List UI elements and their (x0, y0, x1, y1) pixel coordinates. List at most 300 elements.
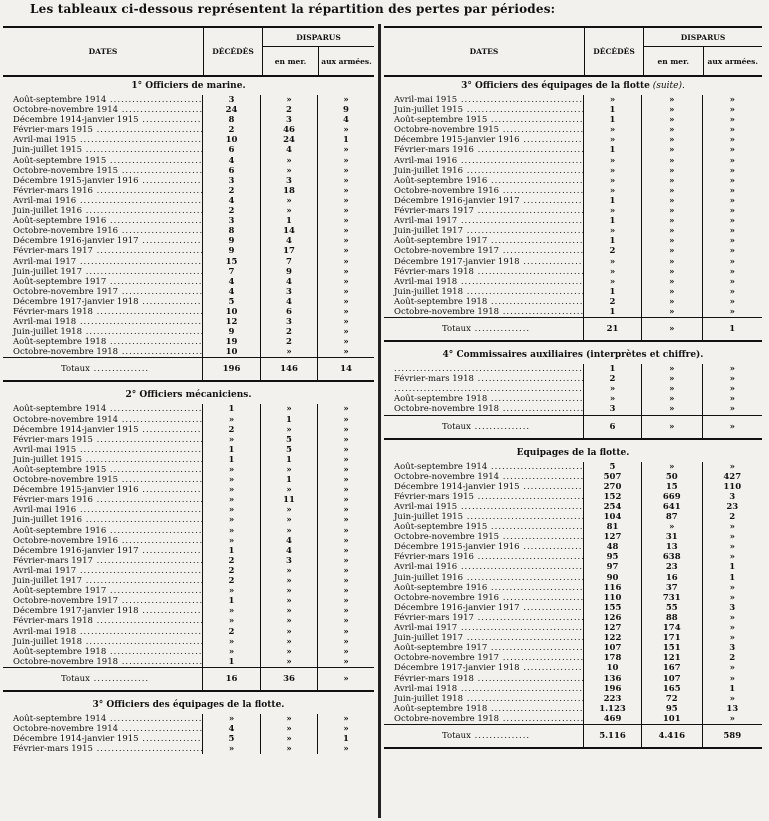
row-decedes: » (203, 505, 261, 515)
row-date: Février-mars 1916 ..... (384, 145, 584, 155)
row-aux-armees: » (343, 545, 349, 556)
row-en-mer: » (642, 166, 703, 176)
row-en-mer: 5 (261, 445, 318, 455)
header-disparus-group (644, 28, 762, 75)
row-en-mer: 4 (261, 536, 318, 546)
table-row (3, 505, 374, 515)
row-decedes: » (203, 637, 261, 647)
row-aux-armees: » (343, 286, 349, 297)
table-row (3, 226, 374, 236)
row-en-mer: » (261, 744, 318, 754)
row-decedes: 9 (203, 327, 261, 337)
table-row (384, 166, 762, 176)
table-row (3, 257, 374, 267)
row-aux-armees: » (343, 576, 349, 587)
row-aux-armees: » (343, 337, 349, 348)
row-aux-armees: » (343, 485, 349, 496)
row-en-mer: 5 (261, 435, 318, 445)
header-aux-armees: aux armées. (321, 56, 372, 66)
table-row (384, 186, 762, 196)
row-en-mer: » (261, 166, 318, 176)
table-row (3, 404, 374, 414)
row-en-mer: » (642, 145, 703, 155)
section-title (384, 444, 762, 462)
row-date: Décembre 1914-janvier 1915 ..... (3, 115, 203, 125)
row-date: Août-septembre 1917 ..... (3, 277, 203, 287)
row-en-mer: » (261, 485, 318, 495)
row-aux-armees: » (729, 216, 735, 227)
row-en-mer: » (261, 576, 318, 586)
row-en-mer: » (261, 425, 318, 435)
row-decedes: » (203, 465, 261, 475)
table-row (384, 603, 762, 613)
row-decedes: 127 (584, 623, 642, 633)
row-date: Décembre 1917-janvier 1918 ..... (3, 606, 203, 616)
row-date: Octobre-novembre 1917 ..... (384, 653, 584, 663)
row-en-mer: 731 (642, 593, 703, 603)
header-dates: DATES (3, 28, 204, 75)
row-en-mer: 72 (642, 694, 703, 704)
row-en-mer: » (642, 297, 703, 307)
row-decedes: 1 (203, 657, 261, 667)
section-table (3, 95, 374, 382)
table-row (384, 267, 762, 277)
table-row (384, 236, 762, 246)
table-header (3, 26, 374, 77)
row-date: Octobre-novembre 1915 ..... (384, 125, 584, 135)
row-date: Juin-juillet 1917 ..... (384, 633, 584, 643)
row-decedes: 8 (203, 226, 261, 236)
row-date: Avril-mai 1917 ..... (3, 566, 203, 576)
row-aux-armees: » (343, 404, 349, 415)
table-row (384, 226, 762, 236)
table-row (3, 556, 374, 566)
row-decedes: 8 (203, 115, 261, 125)
row-date: Février-mars 1915 ..... (3, 744, 203, 754)
table-row (384, 552, 762, 562)
row-aux-armees: 4 (343, 115, 349, 126)
row-decedes: 2 (203, 576, 261, 586)
row-decedes: » (584, 226, 642, 236)
table-row (3, 546, 374, 556)
row-date: Juin-juillet 1918 ..... (384, 287, 584, 297)
row-date: Août-septembre 1918 ..... (384, 394, 584, 404)
row-decedes: 4 (203, 277, 261, 287)
row-date: Avril-mai 1915 ..... (384, 502, 584, 512)
column-divider (378, 24, 381, 818)
row-aux-armees: » (343, 256, 349, 267)
row-en-mer: 165 (642, 684, 703, 694)
totals-row (384, 724, 762, 749)
row-date: Décembre 1916-janvier 1917 ..... (3, 236, 203, 246)
table-row (384, 384, 762, 394)
row-aux-armees: » (343, 723, 349, 734)
row-aux-armees: » (729, 226, 735, 237)
row-en-mer: » (261, 465, 318, 475)
row-decedes: 12 (203, 317, 261, 327)
table-row (3, 445, 374, 455)
row-date: Avril-mai 1916 ..... (3, 196, 203, 206)
row-aux-armees: » (729, 532, 735, 543)
row-en-mer: » (261, 734, 318, 744)
totals-decedes: 21 (584, 318, 642, 340)
section-title (384, 77, 762, 95)
row-en-mer: 4 (261, 546, 318, 556)
row-decedes: 97 (584, 562, 642, 572)
row-aux-armees: » (343, 266, 349, 277)
row-decedes: 81 (584, 522, 642, 532)
row-decedes: 2 (203, 186, 261, 196)
table-row (3, 455, 374, 465)
row-date: Août-septembre 1918 ..... (3, 647, 203, 657)
row-decedes: » (584, 176, 642, 186)
table-row (384, 135, 762, 145)
row-aux-armees: » (343, 606, 349, 617)
table-row (3, 135, 374, 145)
row-en-mer: 171 (642, 633, 703, 643)
row-decedes: 10 (203, 135, 261, 145)
row-decedes: 90 (584, 573, 642, 583)
row-decedes: » (203, 485, 261, 495)
section-title-suffix: (suite). (649, 81, 685, 91)
row-aux-armees: 9 (343, 105, 349, 116)
table-row (384, 297, 762, 307)
row-en-mer: » (642, 364, 703, 374)
table-row (384, 633, 762, 643)
row-en-mer: 4 (261, 297, 318, 307)
table-row (384, 583, 762, 593)
row-decedes: » (584, 156, 642, 166)
row-decedes: 15 (203, 257, 261, 267)
table-row (384, 522, 762, 532)
row-en-mer: » (261, 526, 318, 536)
row-en-mer: » (261, 714, 318, 724)
row-date: Octobre-novembre 1918 ..... (384, 307, 584, 317)
row-date: Juin-juillet 1916 ..... (384, 573, 584, 583)
section-title-text: 1° Officiers de marine. (131, 81, 246, 91)
row-date: Février-mars 1915 ..... (384, 492, 584, 502)
section-title (3, 77, 374, 95)
row-aux-armees: » (343, 317, 349, 328)
section-table (3, 714, 374, 754)
totals-en-mer: 36 (261, 668, 318, 690)
table-row (384, 613, 762, 623)
row-decedes: 507 (584, 472, 642, 482)
row-en-mer: » (261, 566, 318, 576)
row-aux-armees: » (729, 673, 735, 684)
row-decedes: 1 (584, 236, 642, 246)
row-decedes: 9 (203, 236, 261, 246)
row-date: Février-mars 1918 ..... (384, 267, 584, 277)
row-en-mer: » (261, 206, 318, 216)
table-row (384, 176, 762, 186)
row-date: Décembre 1916-janvier 1917 ..... (3, 546, 203, 556)
header-disparus-group (263, 28, 374, 75)
row-decedes: 1 (203, 455, 261, 465)
row-decedes: 10 (203, 307, 261, 317)
row-aux-armees: » (729, 552, 735, 563)
table-row (3, 586, 374, 596)
totals-label: Totaux ..... (384, 318, 584, 340)
table-row (3, 297, 374, 307)
row-aux-armees: » (343, 465, 349, 475)
row-aux-armees: » (729, 542, 735, 553)
row-date: Février-mars 1918 ..... (384, 674, 584, 684)
table-row (384, 287, 762, 297)
row-decedes: 152 (584, 492, 642, 502)
table-row (3, 327, 374, 337)
table-row (3, 596, 374, 606)
row-date: Décembre 1917-janvier 1918 ..... (3, 297, 203, 307)
row-aux-armees: » (343, 713, 349, 724)
row-date: Août-septembre 1915 ..... (3, 465, 203, 475)
row-en-mer: » (261, 586, 318, 596)
row-en-mer: » (261, 637, 318, 647)
row-date: Avril-mai 1918 ..... (3, 627, 203, 637)
totals-en-mer: 146 (261, 358, 318, 380)
section-title (384, 346, 762, 364)
row-en-mer: » (261, 156, 318, 166)
table-row (384, 562, 762, 572)
row-date: Avril-mai 1918 ..... (384, 684, 584, 694)
row-aux-armees: » (343, 626, 349, 637)
row-date: Juin-juillet 1916 ..... (3, 515, 203, 525)
table-row (384, 125, 762, 135)
row-decedes: » (584, 186, 642, 196)
row-en-mer: 87 (642, 512, 703, 522)
row-decedes: 2 (203, 556, 261, 566)
table-row (3, 145, 374, 155)
row-date: Juin-juillet 1917 ..... (3, 576, 203, 586)
row-aux-armees: » (343, 165, 349, 176)
row-decedes: 95 (584, 552, 642, 562)
row-en-mer: 11 (261, 495, 318, 505)
row-decedes: 9 (203, 246, 261, 256)
row-en-mer: » (261, 647, 318, 657)
row-date: Août-septembre 1918 ..... (3, 337, 203, 347)
row-decedes: 6 (203, 166, 261, 176)
section-title-text: Equipages de la flotte. (516, 447, 630, 458)
row-en-mer: » (642, 394, 703, 404)
row-aux-armees: 2 (729, 653, 736, 664)
row-decedes: 3 (203, 176, 261, 186)
table-row (384, 206, 762, 216)
row-date: Octobre-novembre 1915 ..... (3, 475, 203, 485)
row-decedes: 127 (584, 532, 642, 542)
row-en-mer: » (642, 374, 703, 384)
row-en-mer: 37 (642, 583, 703, 593)
row-decedes: » (584, 384, 642, 394)
row-aux-armees: » (343, 155, 349, 166)
row-decedes: 6 (203, 145, 261, 155)
row-aux-armees: » (729, 374, 735, 385)
section-table (384, 364, 762, 439)
table-row (384, 643, 762, 653)
row-decedes: 7 (203, 267, 261, 277)
row-aux-armees: » (343, 414, 349, 425)
row-en-mer: » (261, 404, 318, 414)
row-date: Août-septembre 1916 ..... (384, 583, 584, 593)
row-aux-armees: 427 (723, 471, 742, 482)
row-en-mer: » (261, 95, 318, 105)
header-en-mer: en mer. (263, 47, 319, 75)
table-row (3, 526, 374, 536)
row-aux-armees: » (729, 185, 735, 196)
row-en-mer: » (261, 196, 318, 206)
row-decedes: 1 (584, 364, 642, 374)
row-decedes: 10 (203, 347, 261, 357)
row-decedes: » (203, 526, 261, 536)
section-table (384, 462, 762, 749)
row-date: Février-mars 1916 ..... (384, 552, 584, 562)
section-table (384, 95, 762, 342)
table-row (3, 307, 374, 317)
row-date: Décembre 1917-janvier 1918 ..... (384, 663, 584, 673)
row-date: Février-mars 1917 ..... (3, 556, 203, 566)
row-date: Juin-juillet 1915 ..... (384, 512, 584, 522)
row-decedes: » (203, 415, 261, 425)
table-section (384, 444, 762, 749)
header-decedes: DÉCÉDÉS (585, 28, 644, 75)
table-row (3, 236, 374, 246)
row-aux-armees: » (343, 636, 349, 647)
row-decedes: 4 (203, 287, 261, 297)
row-decedes: » (203, 515, 261, 525)
row-aux-armees: » (729, 461, 735, 472)
row-decedes: 178 (584, 653, 642, 663)
row-aux-armees: » (343, 327, 349, 338)
row-en-mer: 3 (261, 556, 318, 566)
row-date: Juin-juillet 1916 ..... (384, 166, 584, 176)
row-decedes: » (584, 135, 642, 145)
row-date: Août-septembre 1914 ..... (3, 404, 203, 414)
row-en-mer: 1 (261, 455, 318, 465)
row-aux-armees: » (343, 505, 349, 516)
row-en-mer: » (642, 522, 703, 532)
row-date: Décembre 1916-janvier 1917 ..... (384, 603, 584, 613)
row-date: Juin-juillet 1916 ..... (3, 206, 203, 216)
table-row (3, 347, 374, 357)
row-decedes: » (203, 606, 261, 616)
row-decedes: 1 (584, 216, 642, 226)
row-decedes: 48 (584, 542, 642, 552)
row-en-mer: 641 (642, 502, 703, 512)
row-date: Avril-mai 1915 ..... (384, 95, 584, 105)
row-en-mer: » (261, 657, 318, 667)
row-date: Octobre-novembre 1918 ..... (3, 657, 203, 667)
left-column (3, 26, 374, 758)
row-date: Octobre-novembre 1917 ..... (3, 596, 203, 606)
row-aux-armees: » (729, 115, 735, 126)
row-date: Octobre-novembre 1914 ..... (3, 724, 203, 734)
row-aux-armees: » (343, 434, 349, 445)
table-row (384, 462, 762, 472)
row-aux-armees: » (729, 246, 735, 257)
table-header (384, 26, 762, 77)
row-aux-armees: » (343, 145, 349, 156)
row-en-mer: 121 (642, 653, 703, 663)
row-date: Août-septembre 1917 ..... (3, 586, 203, 596)
row-en-mer: » (642, 404, 703, 414)
table-row (384, 374, 762, 384)
table-row (3, 415, 374, 425)
row-decedes: 126 (584, 613, 642, 623)
table-row (3, 627, 374, 637)
row-en-mer: 18 (261, 186, 318, 196)
row-en-mer: » (642, 287, 703, 297)
section-title-text: 3° Officiers des équipages de la flotte. (92, 699, 285, 710)
table-row (3, 95, 374, 105)
table-row (3, 206, 374, 216)
row-en-mer: 6 (261, 307, 318, 317)
row-decedes: 1 (584, 287, 642, 297)
row-date: Août-septembre 1914 ..... (384, 462, 584, 472)
row-en-mer: » (642, 196, 703, 206)
totals-aux-armees: 1 (729, 324, 736, 335)
row-date: Avril-mai 1918 ..... (384, 277, 584, 287)
row-date: Décembre 1917-janvier 1918 ..... (384, 257, 584, 267)
table-row (384, 472, 762, 482)
totals-en-mer: 4.416 (642, 725, 703, 747)
row-decedes: 3 (584, 404, 642, 414)
section-title (3, 386, 374, 404)
section-title (3, 696, 374, 714)
row-date: Juin-juillet 1918 ..... (384, 694, 584, 704)
row-aux-armees: » (343, 656, 349, 667)
table-section (3, 77, 374, 382)
row-date: Août-septembre 1914 ..... (3, 95, 203, 105)
row-aux-armees: 1 (343, 135, 349, 146)
row-date: Août-septembre 1917 ..... (384, 643, 584, 653)
row-en-mer: » (642, 216, 703, 226)
row-aux-armees: » (729, 296, 735, 307)
row-en-mer: 3 (261, 317, 318, 327)
row-aux-armees: » (729, 155, 735, 166)
row-en-mer: 3 (261, 287, 318, 297)
row-decedes: 10 (584, 663, 642, 673)
totals-en-mer: » (642, 318, 703, 340)
row-en-mer: 31 (642, 532, 703, 542)
row-en-mer: » (642, 307, 703, 317)
row-aux-armees: » (729, 95, 735, 105)
table-row (384, 482, 762, 492)
row-en-mer: 107 (642, 674, 703, 684)
row-en-mer: 1 (261, 475, 318, 485)
table-row (384, 492, 762, 502)
row-aux-armees: » (343, 226, 349, 237)
row-date: Avril-mai 1915 ..... (3, 135, 203, 145)
table-row (384, 364, 762, 374)
totals-decedes: 5.116 (584, 725, 642, 747)
row-en-mer: 55 (642, 603, 703, 613)
row-en-mer: » (261, 347, 318, 357)
row-en-mer: 17 (261, 246, 318, 256)
row-date: Décembre 1915-janvier 1916 ..... (3, 485, 203, 495)
row-aux-armees: » (729, 276, 735, 287)
row-date: Octobre-novembre 1914 ..... (3, 105, 203, 115)
intro-text: Les tableaux ci-dessous représentent la répartition des pertes par périodes: (30, 2, 556, 16)
row-aux-armees: » (729, 236, 735, 247)
row-decedes: 116 (584, 583, 642, 593)
row-decedes: 2 (584, 297, 642, 307)
row-date: Février-mars 1917 ..... (384, 613, 584, 623)
row-aux-armees: » (343, 95, 349, 105)
row-decedes: » (203, 647, 261, 657)
row-aux-armees: » (343, 206, 349, 217)
row-date: Juin-juillet 1918 ..... (3, 327, 203, 337)
row-date: Août-septembre 1916 ..... (3, 216, 203, 226)
row-aux-armees: » (343, 195, 349, 206)
